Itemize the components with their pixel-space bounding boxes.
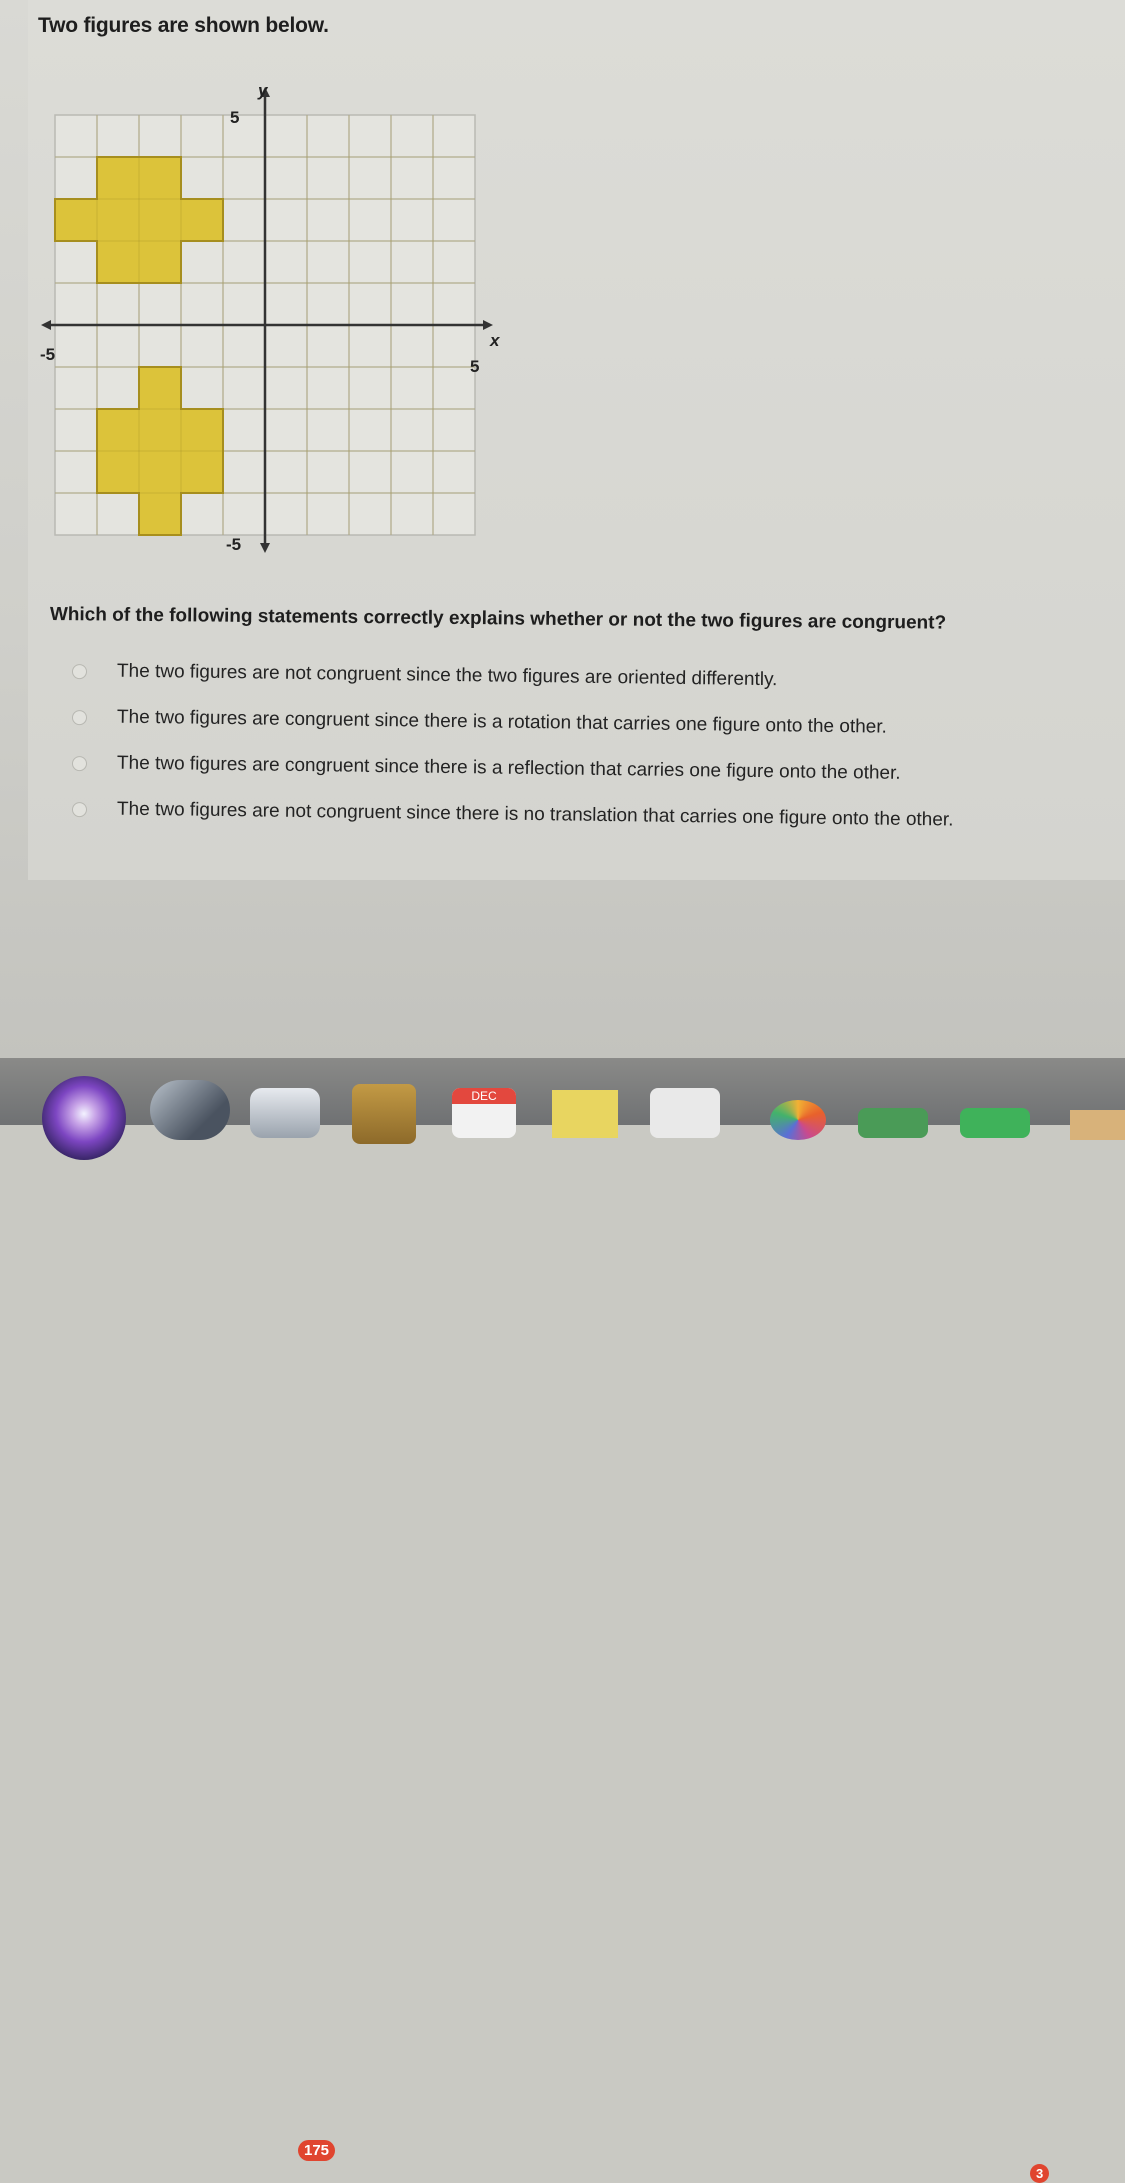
calendar-icon[interactable]: [452, 1088, 516, 1138]
prompt-text: Two figures are shown below.: [38, 14, 329, 37]
answer-option-label: The two figures are congruent since there is a reflection that carries one figure onto the other.: [116, 752, 901, 784]
answer-option-label: The two figures are congruent since there is a rotation that carries one figure onto the other.: [116, 706, 888, 738]
x-axis-arrow-right: [483, 320, 493, 330]
answer-option-label: The two figures are not congruent since there is no translation that carries one figure onto the other.: [116, 798, 954, 831]
notes-icon[interactable]: [352, 1084, 416, 1144]
x-tick-label-right: 5: [470, 357, 480, 376]
answer-option-label: The two figures are not congruent since the two figures are oriented differently.: [116, 660, 778, 691]
radio-button[interactable]: [72, 756, 87, 771]
reminders-icon[interactable]: [650, 1088, 720, 1138]
radio-button[interactable]: [72, 710, 87, 725]
x-axis-arrow-left: [41, 320, 51, 330]
dock-edge-icon[interactable]: [1070, 1110, 1125, 1140]
mail-badge: 175: [298, 2140, 335, 2161]
dock: [0, 1058, 1125, 2181]
facetime-badge: 3: [1030, 2164, 1049, 2183]
stickies-icon[interactable]: [552, 1090, 618, 1138]
y-axis-label: y: [258, 81, 268, 100]
radio-button[interactable]: [72, 664, 87, 679]
coordinate-graph: [30, 80, 520, 570]
x-tick-label-left: -5: [40, 345, 56, 364]
y-tick-label-bottom: -5: [226, 535, 242, 554]
question-text: Which of the following statements correctly explains whether or not the two figures are congruent?: [49, 604, 947, 634]
radio-button[interactable]: [72, 802, 87, 817]
calendar-month: DEC: [452, 1088, 516, 1104]
mail-icon[interactable]: [250, 1088, 320, 1138]
y-axis-arrow-down: [260, 543, 270, 553]
siri-icon[interactable]: [42, 1076, 126, 1160]
launchpad-rocket-icon[interactable]: [150, 1080, 230, 1140]
facetime-icon[interactable]: [960, 1108, 1030, 1138]
y-tick-label-top: 5: [230, 108, 240, 127]
screen: [0, 0, 1125, 1058]
photos-icon[interactable]: [770, 1100, 826, 1140]
numbers-icon[interactable]: [858, 1108, 928, 1138]
x-axis-label: x: [490, 331, 500, 350]
